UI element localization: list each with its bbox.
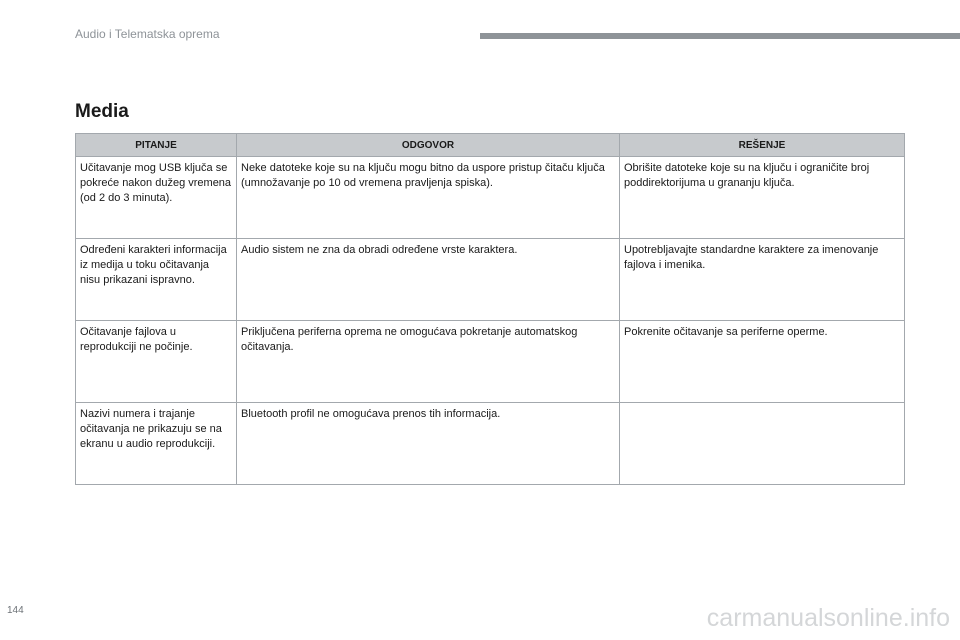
column-header-solution: REŠENJE <box>620 134 905 157</box>
section-title: Media <box>75 101 129 122</box>
faq-table <box>75 133 905 485</box>
column-header-question: PITANJE <box>76 134 237 157</box>
header-bar <box>480 33 960 39</box>
answer-cell: Audio sistem ne zna da obradi određene vrste karaktera. <box>237 239 620 321</box>
solution-cell <box>620 403 905 485</box>
table-header-row <box>76 134 905 157</box>
page-number: 144 <box>7 605 24 616</box>
answer-cell: Priključena periferna oprema ne omogućava pokretanje automatskog očitavanja. <box>237 321 620 403</box>
answer-cell: Neke datoteke koje su na ključu mogu bitno da uspore pristup čitaču ključa (umnožavanje po 10 od vremena pravljenja spiska). <box>237 157 620 239</box>
solution-cell: Pokrenite očitavanje sa periferne operme. <box>620 321 905 403</box>
solution-cell: Obrišite datoteke koje su na ključu i ograničite broj poddirektorijuma u grananju ključa. <box>620 157 905 239</box>
table-row <box>76 157 905 239</box>
answer-cell: Bluetooth profil ne omogućava prenos tih informacija. <box>237 403 620 485</box>
table-row <box>76 403 905 485</box>
column-header-answer: ODGOVOR <box>237 134 620 157</box>
watermark: carmanualsonline.info <box>706 604 950 632</box>
question-cell: Nazivi numera i trajanje očitavanja ne prikazuju se na ekranu u audio reprodukciji. <box>76 403 237 485</box>
question-cell: Određeni karakteri informacija iz medija u toku očitavanja nisu prikazani ispravno. <box>76 239 237 321</box>
question-cell: Očitavanje fajlova u reprodukciji ne počinje. <box>76 321 237 403</box>
table-row <box>76 321 905 403</box>
question-cell: Učitavanje mog USB ključa se pokreće nakon dužeg vremena (od 2 do 3 minuta). <box>76 157 237 239</box>
solution-cell: Upotrebljavajte standardne karaktere za imenovanje fajlova i imenika. <box>620 239 905 321</box>
running-header-title: Audio i Telematska oprema <box>75 27 220 41</box>
table-row <box>76 239 905 321</box>
